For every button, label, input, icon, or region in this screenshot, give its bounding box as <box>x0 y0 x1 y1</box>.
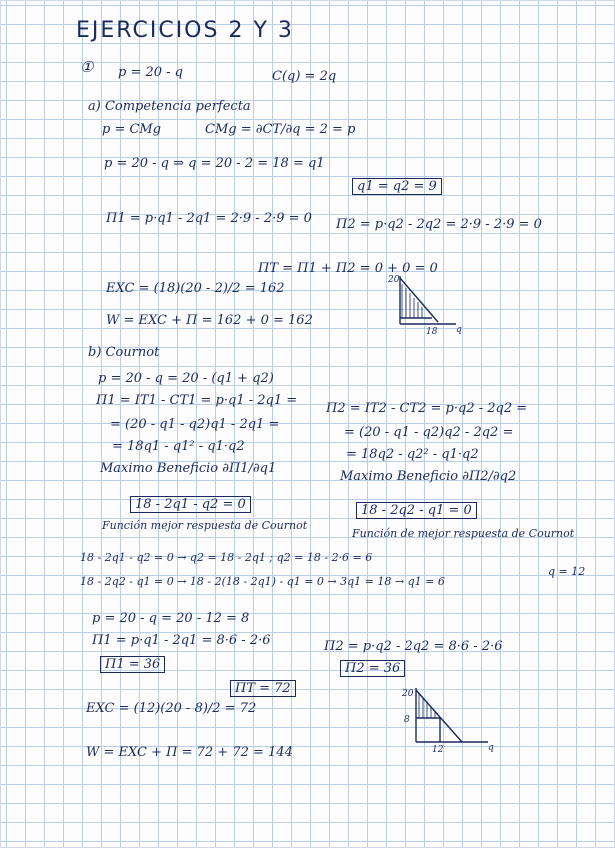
system-line: 18 - 2q1 - q2 = 0 → q2 = 18 - 2q1 ; q2 = 18 - 2·6 = 6 <box>80 551 373 564</box>
section-a-line: p = 20 - q ⇒ q = 20 - 2 = 18 = q1 <box>104 156 325 171</box>
system-line: 18 - 2q2 - q1 = 0 → 18 - 2(18 - 2q1) - q1 = 0 → 3q1 = 18 → q1 = 6 <box>80 575 445 588</box>
section-b-line: p = 20 - q = 20 - (q1 + q2) <box>98 371 274 386</box>
section-b-heading: b) Cournot <box>88 345 160 360</box>
section-b-line: = (20 - q1 - q2)q1 - 2q1 = <box>110 417 280 432</box>
section-b-boxed: 18 - 2q1 - q2 = 0 <box>130 496 251 513</box>
section-a-line: EXC = (18)(20 - 2)/2 = 162 <box>106 281 285 296</box>
surplus-hatch <box>419 694 435 718</box>
section-b-line: Π1 = IT1 - CT1 = p·q1 - 2q1 = <box>96 393 298 408</box>
cournot-result: Π2 = p·q2 - 2q2 = 8·6 - 2·6 <box>324 639 503 654</box>
section-b-line: = 18q1 - q1² - q1·q2 <box>112 439 245 454</box>
graph-label: q <box>456 325 462 335</box>
section-a-line: CMg = ∂CT/∂q = 2 = p <box>205 122 356 137</box>
section-b-note: Función mejor respuesta de Cournot <box>102 519 308 532</box>
graph-label: 8 <box>404 715 410 725</box>
section-a-line: p = CMg <box>102 122 162 137</box>
section-b-note: Función de mejor respuesta de Cournot <box>352 527 575 540</box>
section-b-boxed: 18 - 2q2 - q1 = 0 <box>356 502 477 519</box>
cournot-result: W = EXC + Π = 72 + 72 = 144 <box>86 745 293 760</box>
cournot-graph <box>396 684 496 754</box>
cournot-result-boxed: Π1 = 36 <box>100 656 165 673</box>
system-result: q = 12 <box>548 565 586 578</box>
cournot-result: Π1 = p·q1 - 2q1 = 8·6 - 2·6 <box>92 633 271 648</box>
graph-label: 20 <box>402 689 414 699</box>
section-b-line: = (20 - q1 - q2)q2 - 2q2 = <box>344 425 514 440</box>
section-a-line: Π1 = p·q1 - 2q1 = 2·9 - 2·9 = 0 <box>106 211 312 226</box>
graph-label: 18 <box>426 327 438 337</box>
section-a-line: W = EXC + Π = 162 + 0 = 162 <box>106 313 313 328</box>
demand-equation: p = 20 - q <box>118 65 183 80</box>
cournot-result: p = 20 - q = 20 - 12 = 8 <box>92 611 250 626</box>
section-a-line: ΠT = Π1 + Π2 = 0 + 0 = 0 <box>258 261 438 276</box>
graph-label: q <box>488 743 494 753</box>
section-b-line: = 18q2 - q2² - q1·q2 <box>346 447 479 462</box>
cournot-result: EXC = (12)(20 - 8)/2 = 72 <box>86 701 257 716</box>
page-title: EJERCICIOS 2 Y 3 <box>76 18 294 43</box>
section-b-line: Π2 = IT2 - CT2 = p·q2 - 2q2 = <box>326 401 528 416</box>
graph-label: 20 <box>388 275 400 285</box>
cost-equation: C(q) = 2q <box>272 69 337 84</box>
section-b-line: Maximo Beneficio ∂Π1/∂q1 <box>100 461 277 476</box>
perfect-competition-graph <box>386 272 466 337</box>
cournot-result-boxed: Π2 = 36 <box>340 660 405 677</box>
section-a-heading: a) Competencia perfecta <box>88 99 251 114</box>
section-a-line: Π2 = p·q2 - 2q2 = 2·9 - 2·9 = 0 <box>336 217 542 232</box>
section-b-line: Maximo Beneficio ∂Π2/∂q2 <box>340 469 517 484</box>
graph-label: 12 <box>432 745 444 755</box>
section-a-result: q1 = q2 = 9 <box>352 178 442 195</box>
cournot-result-boxed: ΠT = 72 <box>230 680 296 697</box>
exercise-number: ① <box>80 58 94 76</box>
